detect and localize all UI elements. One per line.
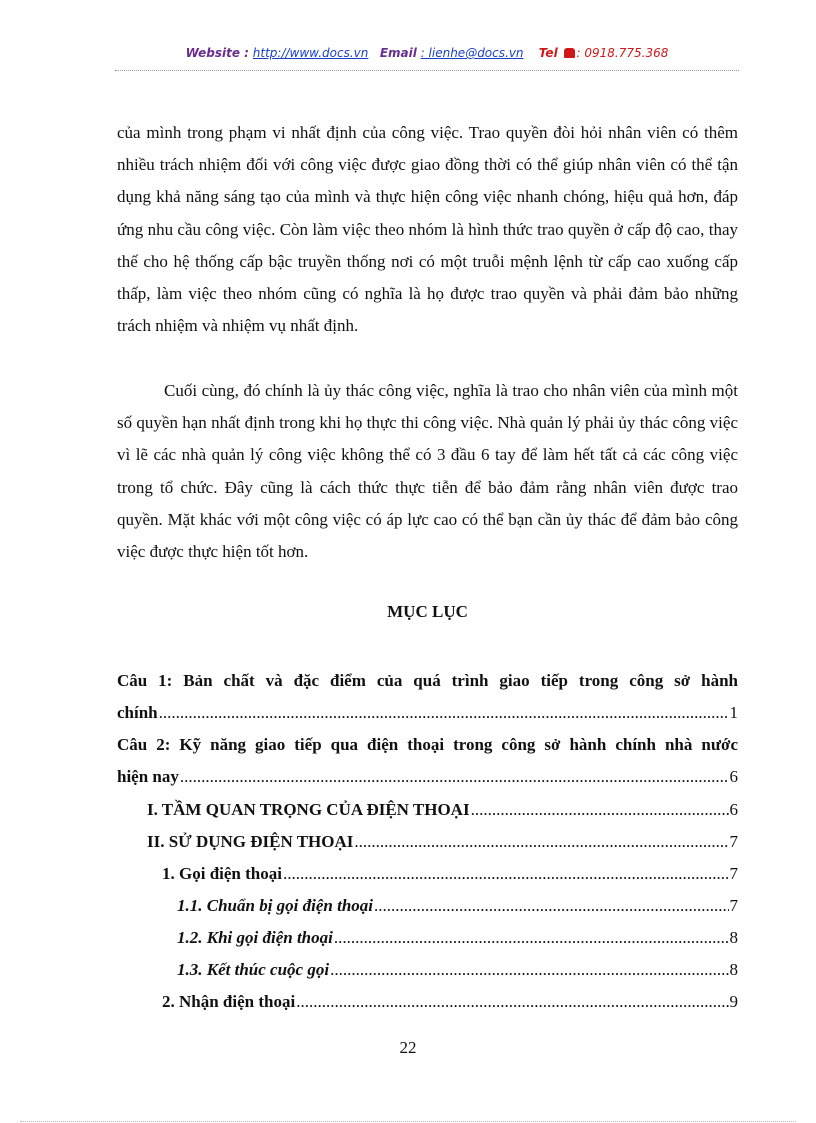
email-label: Email (379, 46, 417, 60)
toc-entry-text: 1.3. Kết thúc cuộc gọi (177, 960, 330, 979)
toc-leader (471, 794, 729, 826)
page-number: 22 (399, 1038, 417, 1057)
toc-entry-text: 1.2. Khi gọi điện thoại (177, 928, 333, 947)
toc-title: MỤC LỤC (387, 602, 468, 621)
toc-entry-1-2[interactable] (177, 922, 738, 954)
toc-entry-text-cont: chính (117, 703, 158, 723)
body-paragraph-2: Cuối cùng, đó chính là ủy thác công việc, nghĩa là trao cho nhân viên của mình một số quyền hạn nhất định trong khi họ thực thi công việc. Nhà quản lý phải ủy thác công việc vì lẽ các nhà quản lý công việc không thể có 3 đầu 6 tay để làm hết tất cả các công việc trong tổ chức. Đây cũng là cách thức thực tiễn để bảo đảm rằng nhân viên được trao quyền. Mặt khác với một công việc có áp lực cao có thể bạn cần ủy thác để đảm bảo công việc được thực hiện tốt hơn. (117, 381, 738, 562)
toc-entry-i[interactable] (147, 794, 738, 826)
toc-page-number: 9 (729, 992, 738, 1011)
toc-leader (354, 826, 728, 858)
toc-page-number: 7 (729, 832, 738, 851)
toc-page-number: 7 (729, 896, 738, 915)
toc-page-number: 8 (729, 928, 738, 947)
toc-entry-2[interactable] (162, 986, 738, 1018)
toc-leader (296, 986, 728, 1018)
footer-divider (20, 1121, 796, 1122)
toc-entry-ii[interactable] (147, 826, 738, 858)
toc-leader (180, 761, 729, 793)
email-link[interactable]: : lienhe@docs.vn (420, 46, 524, 60)
toc-entry-text: I. TẦM QUAN TRỌNG CỦA ĐIỆN THOẠI (147, 800, 470, 819)
website-link[interactable]: http://www.docs.vn (252, 46, 369, 60)
toc-leader (159, 697, 729, 729)
toc-entry-1[interactable] (162, 858, 738, 890)
toc-entry-text: 1.1. Chuẩn bị gọi điện thoại (177, 896, 374, 915)
toc-page-number: 1 (729, 703, 738, 723)
website-label: Website : (185, 46, 249, 60)
toc-leader (283, 858, 729, 890)
header-divider (115, 70, 739, 71)
toc-page-number: 8 (729, 960, 738, 979)
toc-entry-text: Câu 1: Bản chất và đặc điểm của quá trình giao tiếp trong công sở hành (117, 671, 738, 690)
toc-entry-cau-1[interactable] (117, 665, 738, 729)
toc-entry-1-3[interactable] (177, 954, 738, 986)
toc-entry-text: II. SỬ DỤNG ĐIỆN THOẠI (147, 832, 354, 851)
toc-leader (330, 954, 728, 986)
toc-leader (334, 922, 729, 954)
toc-page-number: 6 (729, 800, 738, 819)
toc-entry-text: Câu 2: Kỹ năng giao tiếp qua điện thoại trong công sở hành chính nhà nước (117, 735, 738, 754)
toc-entry-1-1[interactable] (177, 890, 738, 922)
body-paragraph-1: của mình trong phạm vi nhất định của công việc. Trao quyền đòi hỏi nhân viên có thêm nhiều trách nhiệm đối với công việc được giao đồng thời có thể giúp nhân viên có thể tận dụng khả năng sáng tạo của mình và thực hiện công việc nhanh chóng, hiệu quả hơn, đáp ứng nhu cầu công việc. Còn làm việc theo nhóm là hình thức trao quyền ở cấp độ cao, thay thế cho hệ thống cấp bậc truyền thống nơi có một truỗi mệnh lệnh từ cấp cao xuống cấp thấp, làm việc theo nhóm cũng có nghĩa là họ được trao quyền và phải đảm bảo những trách nhiệm và nhiệm vụ nhất định. (117, 123, 738, 336)
page-header (115, 46, 739, 60)
toc-entry-text: 1. Gọi điện thoại (162, 864, 282, 883)
tel-label: Tel (538, 46, 558, 60)
toc-page-number: 7 (729, 864, 738, 883)
phone-icon (564, 48, 575, 58)
toc-entry-cau-2[interactable] (117, 729, 738, 793)
tel-value: : 0918.775.368 (576, 46, 669, 60)
toc-leader (374, 890, 728, 922)
toc-entry-text: 2. Nhận điện thoại (162, 992, 296, 1011)
toc-entry-text-cont: hiện nay (117, 767, 179, 787)
toc-page-number: 6 (729, 767, 738, 787)
